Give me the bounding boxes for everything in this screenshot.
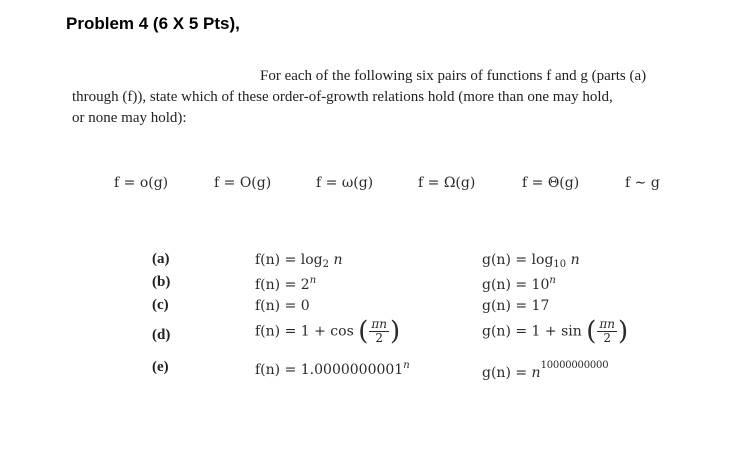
relation-big-omega: f = Ω(g)	[418, 175, 476, 191]
pair-c-f: f(n) = 0	[255, 298, 310, 314]
pair-label-c: (c)	[152, 297, 169, 313]
pair-label-b: (b)	[152, 274, 171, 290]
pair-a-f: $f(n) = \log_2 n$	[255, 252, 343, 270]
pair-a-g: $g(n) = \log_{10} n$	[482, 252, 580, 270]
problem-intro	[72, 66, 712, 129]
pair-b-f: $f(n) = 2^n$	[255, 275, 317, 293]
pair-label-d: (d)	[152, 327, 171, 343]
intro-line-3: or none may hold):	[72, 110, 187, 126]
pair-d-g: g(n) = 1 + sin ( $\frac{\pi n}{2}$ )	[482, 316, 629, 347]
pair-d-f: f(n) = 1 + cos ( $\frac{\pi n}{2}$ )	[255, 316, 401, 347]
relation-little-omega: f = ω(g)	[316, 175, 374, 191]
relation-little-o: f = o(g)	[114, 175, 169, 191]
pair-label-a: (a)	[152, 251, 170, 267]
relation-asymptotic: f ∼ g	[625, 175, 660, 191]
pair-e-g: $g(n) = n^{10000000000}$	[482, 360, 609, 381]
pair-c-g: g(n) = 17	[482, 298, 550, 314]
pair-label-e: (e)	[152, 359, 169, 375]
pair-b-g: $g(n) = 10^n$	[482, 275, 556, 293]
relation-theta: f = Θ(g)	[522, 175, 580, 191]
intro-line-1: For each of the following six pairs of functions f and g (parts (a)	[260, 68, 647, 84]
relation-big-o: f = O(g)	[214, 175, 272, 191]
pair-e-f: $f(n) = 1.0000000001^n$	[255, 360, 410, 378]
intro-line-2: through (f)), state which of these order-of-growth relations hold (more than one may hold,	[72, 89, 613, 105]
problem-title: Problem 4 (6 X 5 Pts),	[66, 14, 240, 33]
